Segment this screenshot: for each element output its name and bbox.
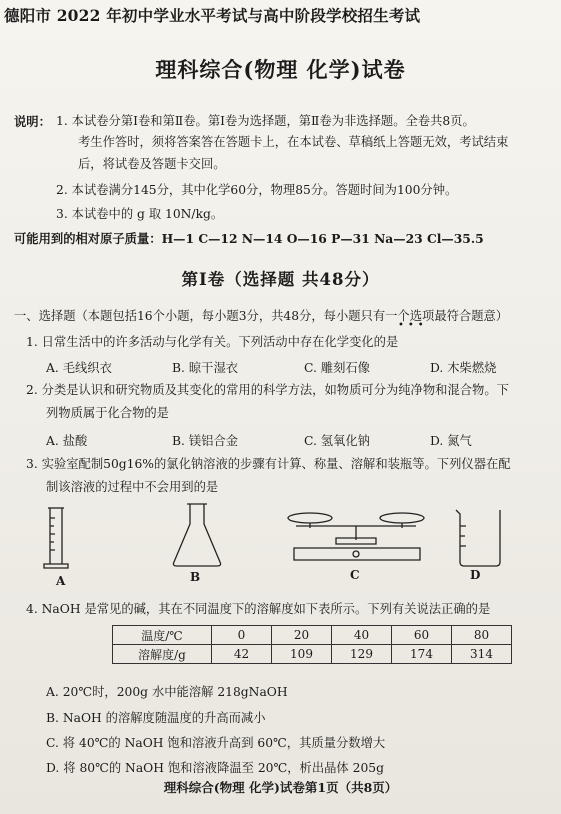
table-cell: 42 xyxy=(212,645,272,664)
conical-flask-icon xyxy=(173,504,220,566)
q4-option-a: A. 20℃时，200g 水中能溶解 218gNaOH xyxy=(46,685,288,699)
balance-scale-icon xyxy=(288,513,424,560)
table-row xyxy=(113,645,512,664)
emphasis-dots: ••• xyxy=(398,320,428,331)
note-3: 3. 本试卷中的 g 取 10N/kg。 xyxy=(56,207,224,221)
table-cell: 314 xyxy=(452,645,512,664)
notes-label: 说明： xyxy=(14,114,51,129)
lab-apparatus-figure xyxy=(40,498,520,578)
q2-stem-line-2: 列物质属于化合物的是 xyxy=(46,406,169,420)
note-1-line-2: 考生作答时，须将答案答在答题卡上，在本试卷、草稿纸上答题无效，考试结束 xyxy=(78,135,509,149)
q4-stem: 4. NaOH 是常见的碱，其在不同温度下的溶解度如下表所示。下列有关说法正确的是 xyxy=(26,602,491,616)
q2-stem-line-1: 2. 分类是认识和研究物质及其变化的常用的科学方法，如物质可分为纯净物和混合物。下 xyxy=(26,383,509,397)
table-row xyxy=(113,626,512,645)
table-cell: 109 xyxy=(272,645,332,664)
table-row-header: 温度/℃ xyxy=(113,626,212,645)
measuring-cylinder-icon xyxy=(44,508,68,568)
q3-stem-line-1: 3. 实验室配制50g16%的氯化钠溶液的步骤有计算、称量、溶解和装瓶等。下列仪器在配 xyxy=(26,457,511,471)
atomic-mass-list: 可能用到的相对原子质量：H—1 C—12 N—14 O—16 P—31 Na—23 Cl—35.5 xyxy=(14,231,484,246)
table-cell: 40 xyxy=(332,626,392,645)
q3-stem-line-2: 制该溶液的过程中不会用到的是 xyxy=(46,480,219,494)
table-cell: 20 xyxy=(272,626,332,645)
solubility-table xyxy=(112,625,512,664)
q2-option-a: A. 盐酸 xyxy=(46,434,88,448)
table-cell: 80 xyxy=(452,626,512,645)
q2-option-c: C. 氢氧化钠 xyxy=(304,434,370,448)
note-2: 2. 本试卷满分145分，其中化学60分，物理85分。答题时间为100分钟。 xyxy=(56,183,458,197)
table-cell: 60 xyxy=(392,626,452,645)
paper-title: 理科综合(物理 化学)试卷 xyxy=(155,57,406,82)
q1-option-b: B. 晾干湿衣 xyxy=(172,361,239,375)
q4-option-b: B. NaOH 的溶解度随温度的升高而减小 xyxy=(46,711,266,725)
section-instructions: 一、选择题（本题包括16个小题，每小题3分，共48分，每小题只有一个选项最符合题意） xyxy=(14,309,509,323)
table-cell: 174 xyxy=(392,645,452,664)
beaker-icon xyxy=(456,510,500,566)
q1-stem: 1. 日常生活中的许多活动与化学有关。下列活动中存在化学变化的是 xyxy=(26,335,399,349)
apparatus-label-d: D xyxy=(470,568,481,582)
q1-option-a: A. 毛线织衣 xyxy=(46,361,112,375)
q4-option-d: D. 将 80℃的 NaOH 饱和溶液降温至 20℃，析出晶体 205g xyxy=(46,761,384,775)
table-row-header: 溶解度/g xyxy=(113,645,212,664)
page-footer: 理科综合(物理 化学)试卷第1页（共8页） xyxy=(163,780,398,795)
apparatus-label-b: B xyxy=(190,570,201,584)
apparatus-label-c: C xyxy=(350,568,360,582)
note-1-line-1: 1. 本试卷分第Ⅰ卷和第Ⅱ卷。第Ⅰ卷为选择题，第Ⅱ卷为非选择题。全卷共8页。 xyxy=(56,114,475,128)
section-title: 第Ⅰ卷（选择题 共48分） xyxy=(181,270,380,289)
q1-option-d: D. 木柴燃烧 xyxy=(430,361,497,375)
exam-title: 德阳市 2022 年初中学业水平考试与高中阶段学校招生考试 xyxy=(4,6,421,25)
q1-option-c: C. 雕刻石像 xyxy=(304,361,370,375)
apparatus-label-a: A xyxy=(56,574,66,588)
table-cell: 129 xyxy=(332,645,392,664)
q2-option-d: D. 氮气 xyxy=(430,434,472,448)
note-1-line-3: 后，将试卷及答题卡交回。 xyxy=(78,157,226,171)
q4-option-c: C. 将 40℃的 NaOH 饱和溶液升高到 60℃，其质量分数增大 xyxy=(46,736,386,750)
table-cell: 0 xyxy=(212,626,272,645)
q2-option-b: B. 镁铝合金 xyxy=(172,434,239,448)
